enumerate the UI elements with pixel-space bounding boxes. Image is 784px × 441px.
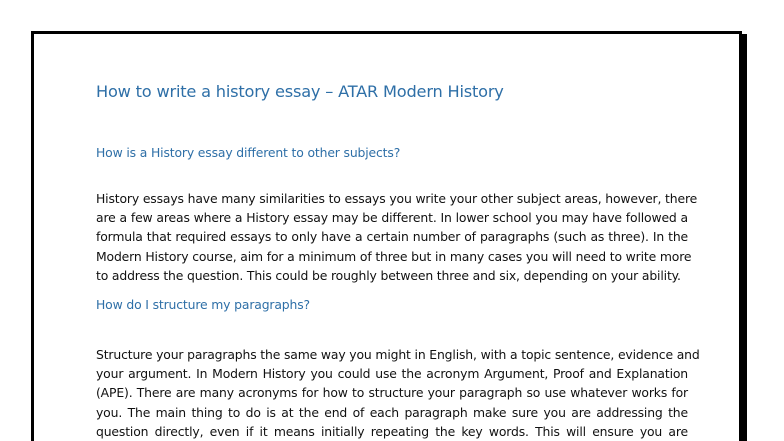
paragraph-line: you. The main thing to do is at the end of each paragraph make sure you are addressing the [96,404,688,420]
paragraph-line: Structure your paragraphs the same way you might in English, with a topic sentence, evidence and [96,347,700,362]
paragraph-line: (APE). There are many acronyms for how to structure your paragraph so use whatever works for [96,385,688,401]
document-title: How to write a history essay – ATAR Modern History [96,82,504,101]
paragraph-line: Modern History course, aim for a minimum of three but in many cases you will need to write more [96,248,692,264]
document-page [31,31,742,441]
paragraph [96,345,700,441]
section-heading: How is a History essay different to other subjects? [96,145,401,160]
paragraph-line: formula that required essays to only have a certain number of paragraphs (such as three). In the [96,229,688,245]
paragraph-line: question directly, even if it means initially repeating the key words. This will ensure you are [96,423,688,439]
paragraph-line: your argument. In Modern History you could use the acronym Argument, Proof and Explanation [96,366,688,382]
paragraph [96,189,698,285]
paragraph-line: are a few areas where a History essay may be different. In lower school you may have followed a [96,210,688,226]
section-heading: How do I structure my paragraphs? [96,297,310,312]
paragraph-line: History essays have many similarities to essays you write your other subject areas, however, there [96,191,698,206]
paragraph-line: to address the question. This could be roughly between three and six, depending on your ability. [96,267,681,283]
